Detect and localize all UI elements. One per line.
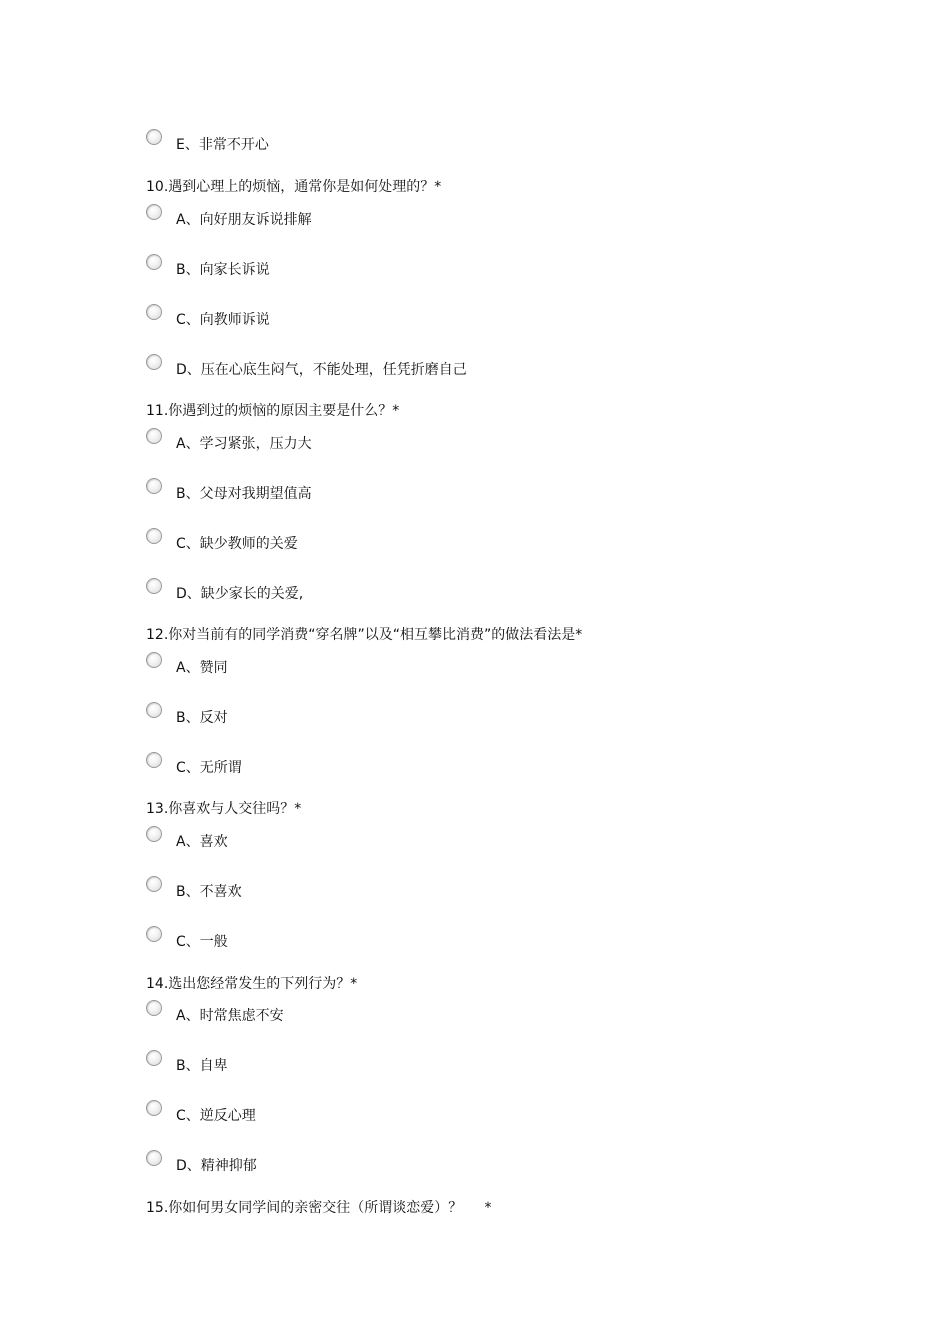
radio-button-icon[interactable] [146, 876, 162, 892]
option-q13-b[interactable] [146, 876, 746, 902]
option-q12-a[interactable] [146, 652, 746, 678]
option-q10-b[interactable] [146, 254, 746, 280]
option-label: A、喜欢 [176, 834, 228, 850]
radio-button-icon[interactable] [146, 826, 162, 842]
option-label: A、学习紧张，压力大 [176, 436, 312, 452]
question-10-title: 10.遇到心理上的烦恼，通常你是如何处理的？* [146, 179, 442, 195]
option-q10-c[interactable] [146, 304, 746, 330]
radio-button-icon[interactable] [146, 578, 162, 594]
option-label: B、父母对我期望值高 [176, 486, 312, 502]
option-label: C、一般 [176, 934, 228, 950]
option-label: A、时常焦虑不安 [176, 1008, 284, 1024]
option-q12-c[interactable] [146, 752, 746, 778]
radio-button-icon[interactable] [146, 204, 162, 220]
option-label: C、无所谓 [176, 760, 242, 776]
radio-button-icon[interactable] [146, 428, 162, 444]
question-12-title: 12.你对当前有的同学消费“穿名牌”以及“相互攀比消费”的做法看法是* [146, 627, 583, 643]
radio-button-icon[interactable] [146, 304, 162, 320]
option-q11-a[interactable] [146, 428, 746, 454]
option-label: B、自卑 [176, 1058, 228, 1074]
option-q11-b[interactable] [146, 478, 746, 504]
radio-button-icon[interactable] [146, 254, 162, 270]
option-label: C、逆反心理 [176, 1108, 256, 1124]
option-q12-b[interactable] [146, 702, 746, 728]
option-label: E、非常不开心 [176, 137, 269, 153]
radio-button-icon[interactable] [146, 528, 162, 544]
radio-button-icon[interactable] [146, 1000, 162, 1016]
radio-button-icon[interactable] [146, 702, 162, 718]
option-q13-a[interactable] [146, 826, 746, 852]
radio-button-icon[interactable] [146, 926, 162, 942]
question-14-title: 14.选出您经常发生的下列行为？* [146, 976, 358, 992]
option-q10-d[interactable] [146, 354, 746, 380]
option-q11-c[interactable] [146, 528, 746, 554]
option-label: D、缺少家长的关爱, [176, 586, 304, 602]
option-label: D、精神抑郁 [176, 1158, 257, 1174]
option-q10-a[interactable] [146, 204, 746, 230]
radio-button-icon[interactable] [146, 1150, 162, 1166]
option-q13-c[interactable] [146, 926, 746, 952]
option-q14-d[interactable] [146, 1150, 746, 1176]
option-q11-d[interactable] [146, 578, 746, 604]
radio-button-icon[interactable] [146, 129, 162, 145]
option-q9-e[interactable] [146, 129, 746, 155]
radio-button-icon[interactable] [146, 652, 162, 668]
option-label: C、向教师诉说 [176, 312, 270, 328]
question-15-title: 15.你如何男女同学间的亲密交往（所谓谈恋爱）？ * [146, 1200, 492, 1216]
question-13-title: 13.你喜欢与人交往吗？* [146, 801, 302, 817]
radio-button-icon[interactable] [146, 752, 162, 768]
option-label: A、赞同 [176, 660, 228, 676]
option-label: D、压在心底生闷气，不能处理，任凭折磨自己 [176, 362, 467, 378]
question-11-title: 11.你遇到过的烦恼的原因主要是什么？* [146, 403, 400, 419]
radio-button-icon[interactable] [146, 1100, 162, 1116]
option-label: B、不喜欢 [176, 884, 242, 900]
option-label: C、缺少教师的关爱 [176, 536, 298, 552]
radio-button-icon[interactable] [146, 478, 162, 494]
option-label: A、向好朋友诉说排解 [176, 212, 312, 228]
option-label: B、向家长诉说 [176, 262, 270, 278]
radio-button-icon[interactable] [146, 354, 162, 370]
option-q14-a[interactable] [146, 1000, 746, 1026]
radio-button-icon[interactable] [146, 1050, 162, 1066]
option-q14-b[interactable] [146, 1050, 746, 1076]
option-q14-c[interactable] [146, 1100, 746, 1126]
option-label: B、反对 [176, 710, 228, 726]
